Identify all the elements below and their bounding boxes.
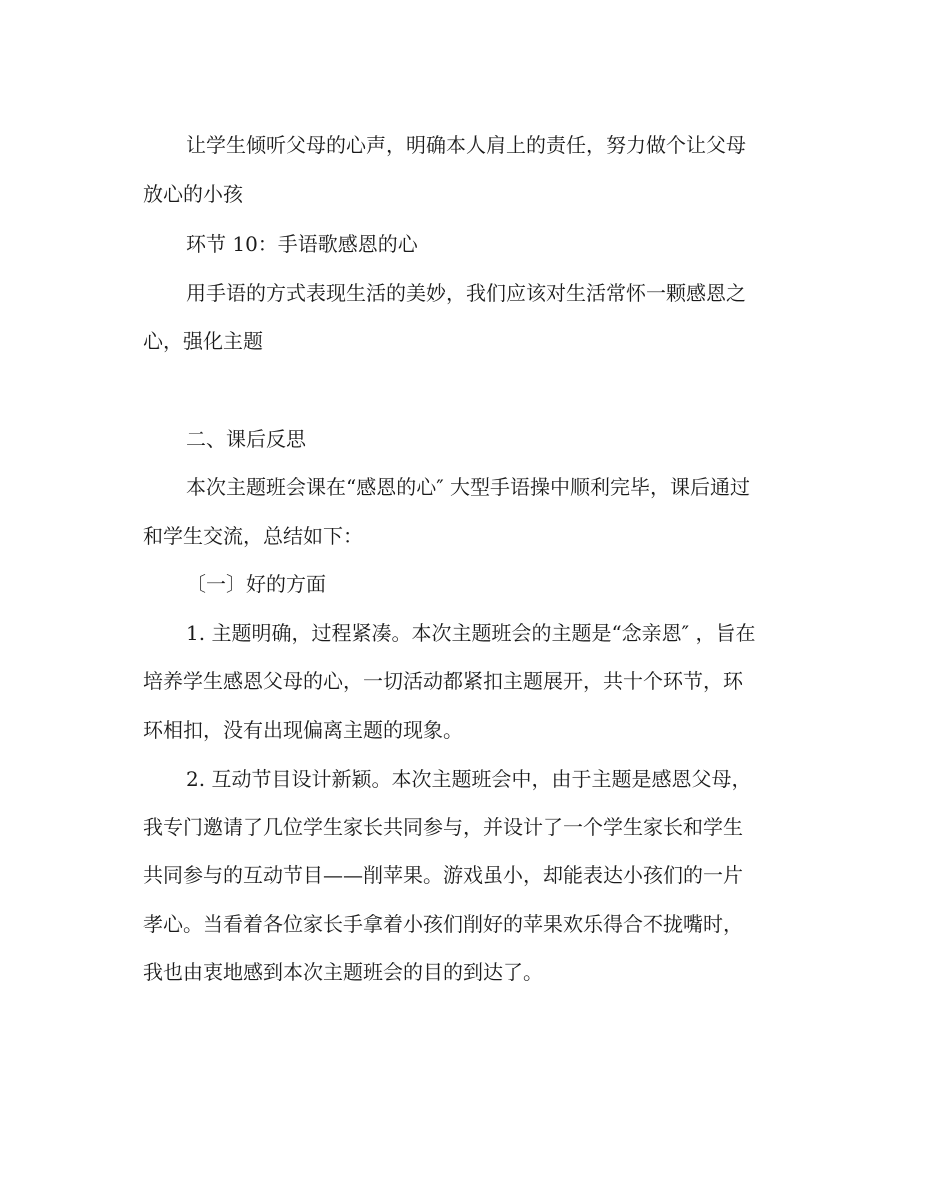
paragraph-line: 环相扣，没有出现偏离主题的现象。 bbox=[143, 718, 463, 742]
paragraph-line: 共同参与的互动节目——削苹果。游戏虽小，却能表达小孩们的一片 bbox=[143, 863, 743, 887]
section-heading: 二、课后反思 bbox=[186, 427, 306, 451]
paragraph-line: 培养学生感恩父母的心，一切活动都紧扣主题展开，共十个环节，环 bbox=[143, 669, 743, 693]
paragraph-line: 本次主题班会课在“感恩的心″ 大型手语操中顺利完毕，课后通过 bbox=[186, 475, 751, 499]
paragraph-line: 孝心。当看着各位家长手拿着小孩们削好的苹果欢乐得合不拢嘴时， bbox=[143, 912, 743, 936]
subsection-heading: 〔一〕好的方面 bbox=[186, 572, 326, 596]
paragraph-line: 用手语的方式表现生活的美妙，我们应该对生活常怀一颗感恩之 bbox=[186, 281, 746, 305]
paragraph-line: 和学生交流，总结如下： bbox=[143, 524, 363, 548]
section-heading: 环节 10：手语歌感恩的心 bbox=[186, 232, 418, 256]
paragraph-line: 让学生倾听父母的心声，明确本人肩上的责任，努力做个让父母 bbox=[186, 133, 746, 157]
paragraph-line: 1. 主题明确，过程紧凑。本次主题班会的主题是“念亲恩″ ，旨在 bbox=[186, 621, 756, 645]
paragraph-line: 我也由衷地感到本次主题班会的目的到达了。 bbox=[143, 960, 543, 984]
paragraph-line: 2. 互动节目设计新颖。本次主题班会中，由于主题是感恩父母， bbox=[186, 767, 752, 791]
paragraph-line: 我专门邀请了几位学生家长共同参与，并设计了一个学生家长和学生 bbox=[143, 815, 743, 839]
paragraph-line: 心，强化主题 bbox=[143, 329, 263, 353]
paragraph-line: 放心的小孩 bbox=[143, 182, 243, 206]
